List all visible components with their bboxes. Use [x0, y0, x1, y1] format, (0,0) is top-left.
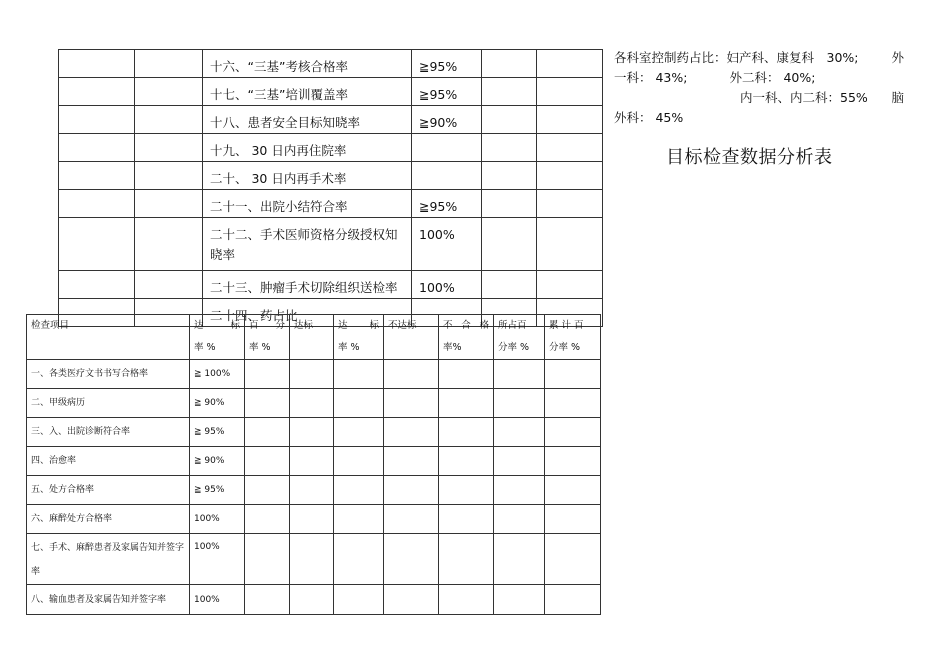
- row-standard: 100%: [190, 505, 245, 534]
- table-row: [27, 360, 601, 389]
- upper-value: ≧95%: [412, 50, 482, 78]
- upper-item: 十九、 30 日内再住院率: [203, 134, 412, 162]
- upper-row: [59, 271, 603, 299]
- row-standard: 100%: [190, 534, 245, 585]
- row-item: 六、麻醉处方合格率: [27, 505, 190, 534]
- header-standard-rate: 达 标 率 %: [190, 315, 245, 360]
- upper-row: [59, 50, 603, 78]
- page-title: 目标检查数据分析表: [666, 147, 833, 168]
- upper-row: [59, 78, 603, 106]
- note-text: 内一科、内二科：55%: [740, 90, 868, 105]
- header-cumulative-percent: 累 计 百 分率 %: [545, 315, 601, 360]
- upper-row: [59, 190, 603, 218]
- table-row: [27, 534, 601, 585]
- header-percent-rate: 百 分 率 %: [245, 315, 290, 360]
- row-item: 一、各类医疗文书书写合格率: [27, 360, 190, 389]
- upper-value: 100%: [412, 271, 482, 299]
- upper-value: ≧95%: [412, 190, 482, 218]
- header-row: [27, 315, 601, 360]
- note-text: 外: [891, 50, 904, 65]
- table-row: [27, 418, 601, 447]
- note-text: 各科室控制药占比：妇产科、康复科 30%;: [614, 50, 859, 65]
- row-standard: ≧ 90%: [190, 447, 245, 476]
- row-item: 四、治愈率: [27, 447, 190, 476]
- upper-item: 二十四、药占比: [203, 299, 412, 327]
- upper-item: 二十、 30 日内再手术率: [203, 162, 412, 190]
- table-row: [27, 476, 601, 505]
- upper-value: [412, 162, 482, 190]
- upper-value: [412, 134, 482, 162]
- note-text: 脑: [891, 90, 904, 105]
- header-reached-rate: 达 标 率 %: [334, 315, 384, 360]
- lower-table: [26, 314, 601, 615]
- note-text: 外二科： 40%;: [729, 70, 816, 85]
- header-fail-rate: 不 合 格 率%: [439, 315, 494, 360]
- upper-row: [59, 106, 603, 134]
- header-share-percent: 所占百 分率 %: [494, 315, 545, 360]
- row-standard: ≧ 95%: [190, 476, 245, 505]
- note-text: 外科： 45%: [614, 110, 684, 125]
- upper-item: 二十三、肿瘤手术切除组织送检率: [203, 271, 412, 299]
- upper-row: [59, 218, 603, 271]
- upper-value: 100%: [412, 218, 482, 271]
- table-row: [27, 585, 601, 615]
- header-item: 检查项目: [27, 315, 190, 360]
- row-standard: 100%: [190, 585, 245, 615]
- upper-value: ≧90%: [412, 106, 482, 134]
- row-item: 三、入、出院诊断符合率: [27, 418, 190, 447]
- upper-row: [59, 134, 603, 162]
- row-item: 七、手术、麻醉患者及家属告知并签字率: [27, 534, 190, 585]
- row-standard: ≧ 100%: [190, 360, 245, 389]
- upper-row: [59, 162, 603, 190]
- table-row: [27, 505, 601, 534]
- upper-item: 二十一、出院小结符合率: [203, 190, 412, 218]
- header-unreached: 不达标: [384, 315, 439, 360]
- row-item: 八、输血患者及家属告知并签字率: [27, 585, 190, 615]
- note-text: 一科： 43%;: [614, 70, 688, 85]
- header-reached: 达标: [290, 315, 334, 360]
- table-row: [27, 447, 601, 476]
- upper-item: 十六、“三基”考核合格率: [203, 50, 412, 78]
- upper-item: 十七、“三基”培训覆盖率: [203, 78, 412, 106]
- upper-item: 二十二、手术医师资格分级授权知晓率: [203, 218, 412, 271]
- drug-ratio-notes: [614, 48, 904, 128]
- table-row: [27, 389, 601, 418]
- upper-table: [58, 49, 603, 327]
- row-standard: ≧ 95%: [190, 418, 245, 447]
- upper-item: 十八、患者安全目标知晓率: [203, 106, 412, 134]
- row-item: 五、处方合格率: [27, 476, 190, 505]
- row-item: 二、甲级病历: [27, 389, 190, 418]
- upper-value: ≧95%: [412, 78, 482, 106]
- row-standard: ≧ 90%: [190, 389, 245, 418]
